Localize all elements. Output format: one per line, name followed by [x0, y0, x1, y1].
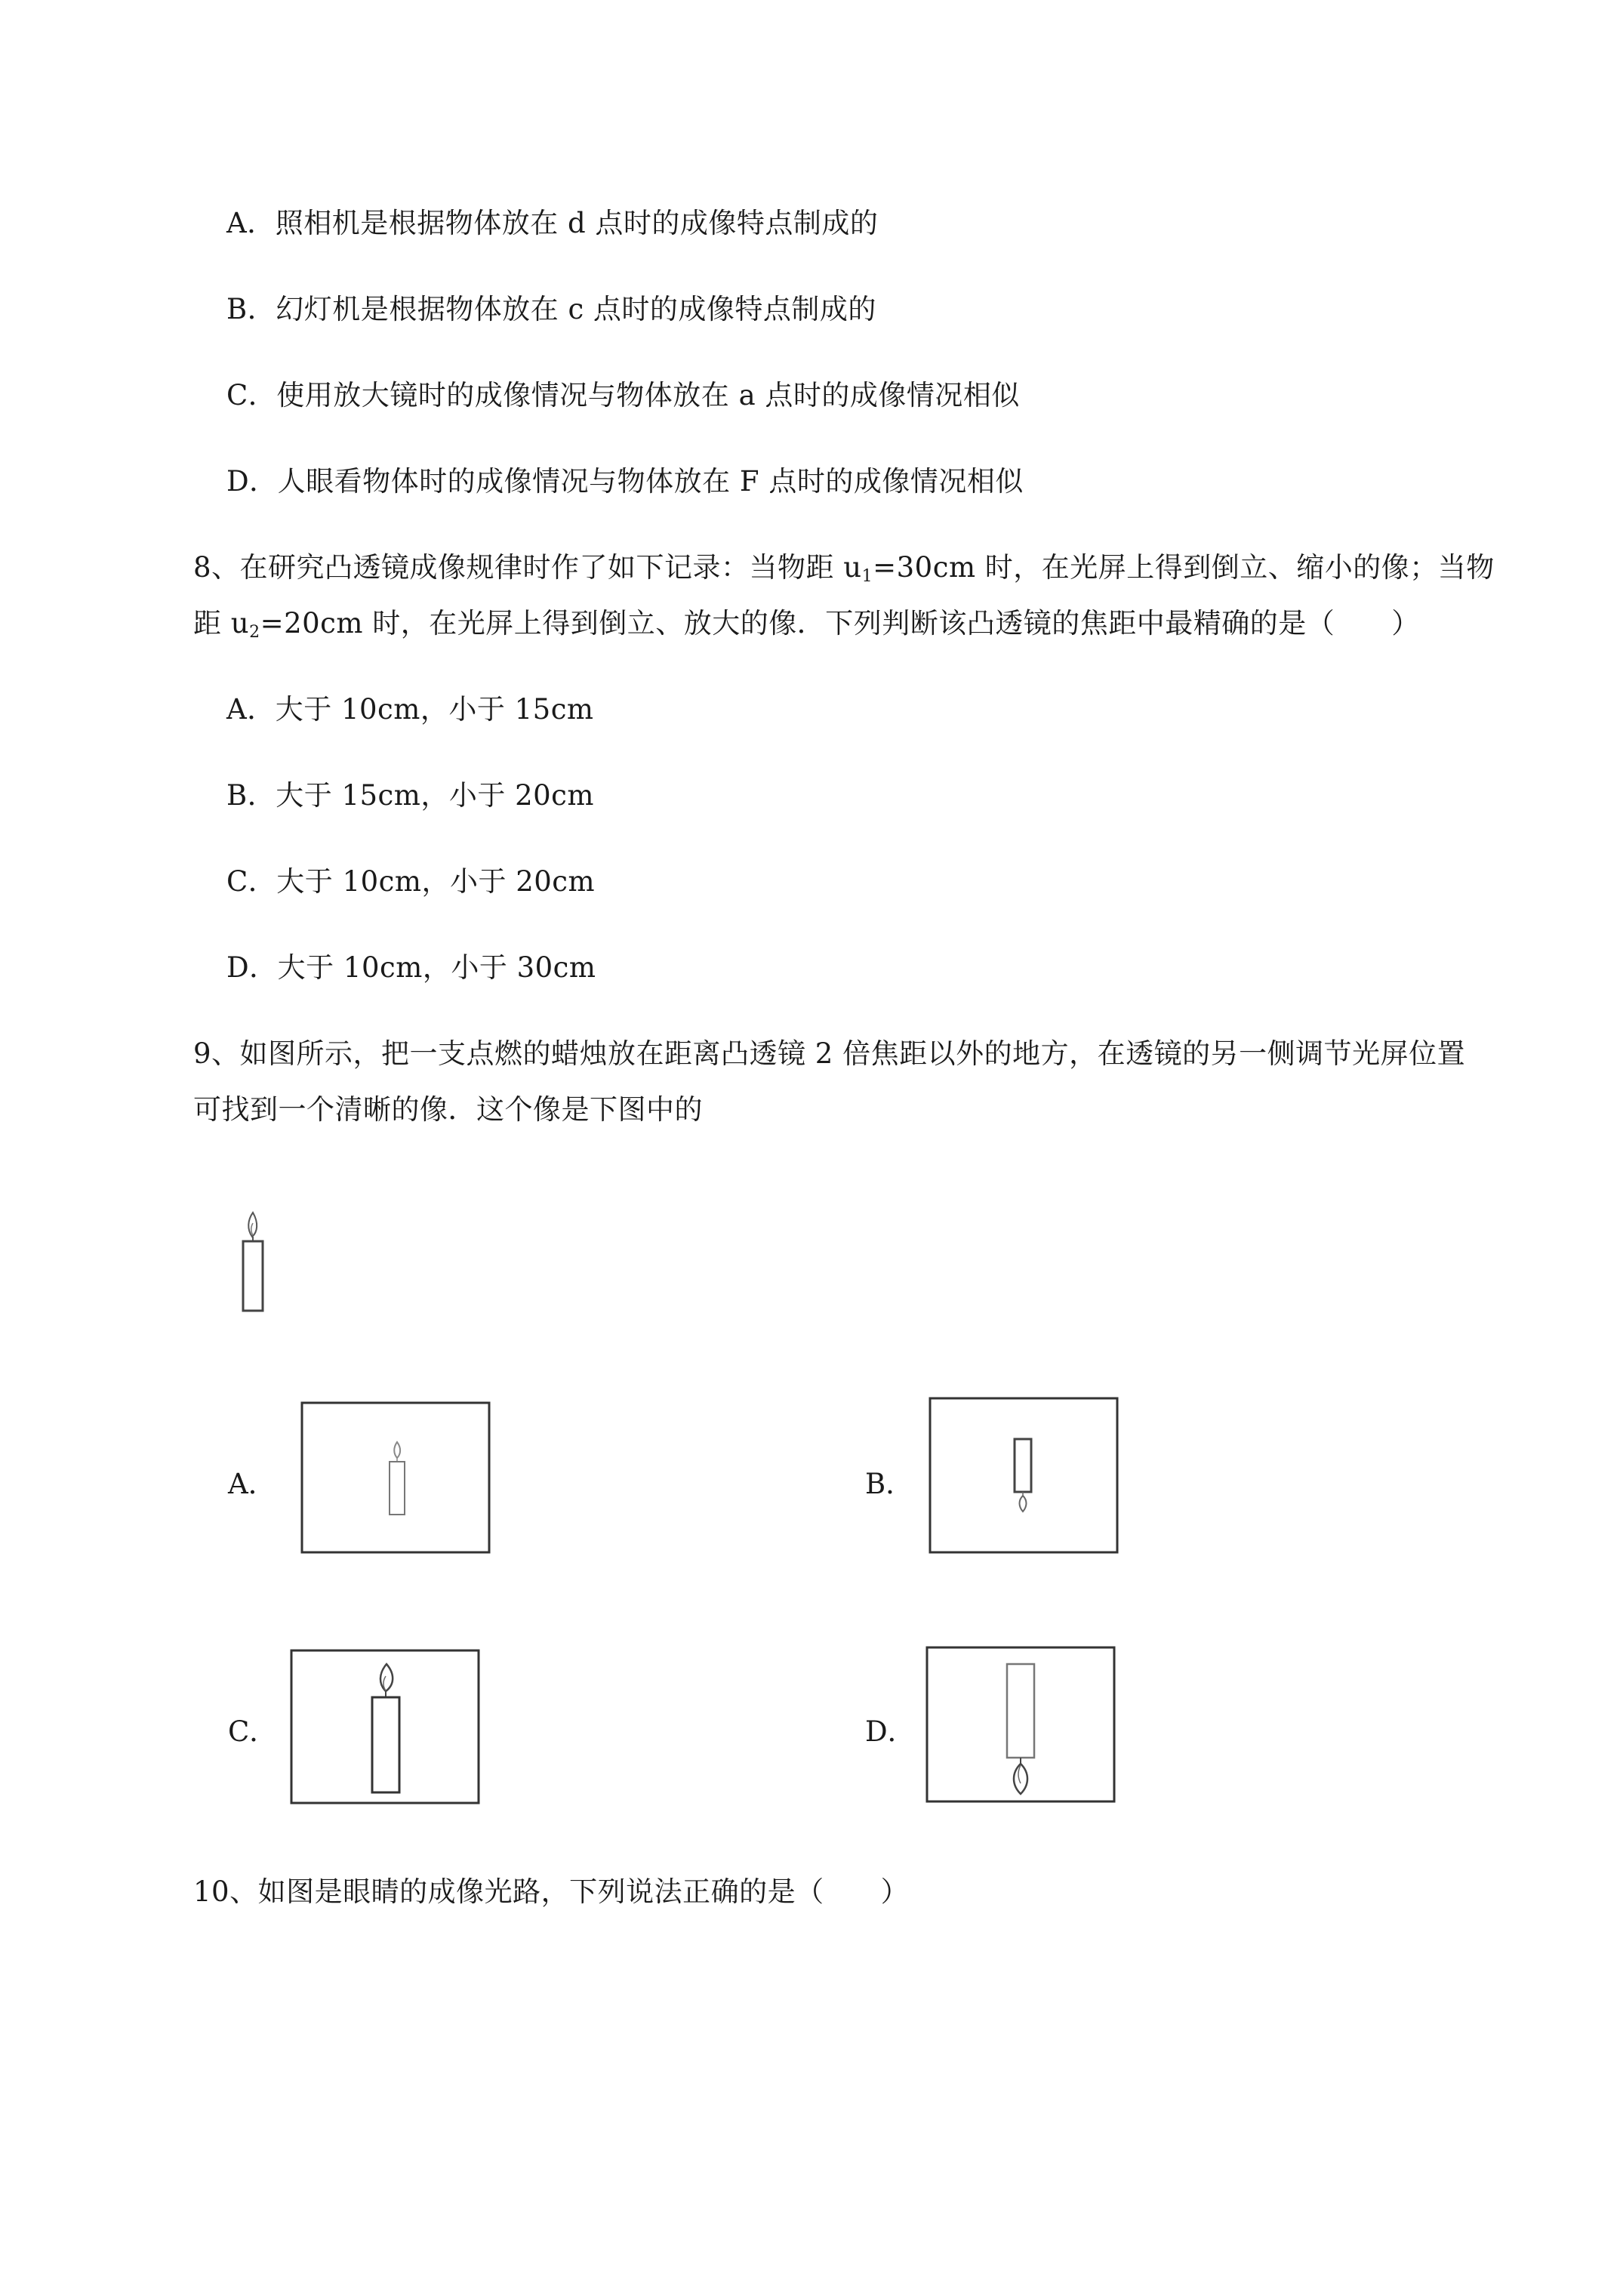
q10-stem-line1: 10、如图是眼睛的成像光路，下列说法正确的是（ ）	[193, 1875, 910, 1908]
q9-stem-line2: 可找到一个清晰的像．这个像是下图中的	[193, 1093, 703, 1126]
q9-stem-line1: 9、如图所示，把一支点燃的蜡烛放在距离凸透镜 2 倍焦距以外的地方，在透镜的另一侧调节光屏位置	[193, 1037, 1466, 1070]
q9-option-b-figure	[929, 1397, 1119, 1554]
q7-option-a: A．照相机是根据物体放在 d 点时的成像特点制成的	[226, 207, 879, 239]
q9-option-d-label: D．	[865, 1715, 916, 1748]
q8-option-d: D．大于 10cm，小于 30cm	[226, 951, 596, 984]
q8-option-a: A．大于 10cm，小于 15cm	[226, 693, 594, 726]
q8-stem-line2	[193, 607, 1420, 649]
q8-stem-text: =20cm 时，在光屏上得到倒立、放大的像．下列判断该凸透镜的焦距中最精确的是（ ）	[260, 607, 1420, 639]
subscript: 1	[861, 567, 873, 586]
q9-option-c-label: C．	[228, 1715, 278, 1748]
q8-stem-text: 距 u	[193, 607, 250, 639]
q7-option-d: D．人眼看物体时的成像情况与物体放在 F 点时的成像情况相似	[226, 465, 1024, 498]
original-candle-figure	[234, 1207, 272, 1314]
q9-option-b-label: B．	[865, 1468, 914, 1500]
candle-icon	[234, 1207, 272, 1314]
q8-option-c: C．大于 10cm，小于 20cm	[226, 865, 596, 898]
q8-stem-text: =30cm 时，在光屏上得到倒立、缩小的像；当物	[873, 551, 1495, 584]
screen-upright-small-candle-icon	[300, 1401, 491, 1554]
q9-option-a-label: A．	[228, 1468, 276, 1500]
screen-inverted-small-candle-icon	[929, 1397, 1119, 1554]
q8-option-b: B．大于 15cm，小于 20cm	[226, 779, 594, 812]
screen-inverted-large-candle-icon	[925, 1646, 1116, 1803]
q8-stem-text: 8、在研究凸透镜成像规律时作了如下记录：当物距 u	[193, 551, 862, 584]
q7-option-b: B．幻灯机是根据物体放在 c 点时的成像特点制成的	[226, 293, 876, 325]
q8-stem-line1	[193, 551, 1495, 593]
subscript: 2	[249, 623, 260, 642]
screen-upright-large-candle-icon	[290, 1649, 480, 1804]
q9-option-a-figure	[300, 1401, 491, 1554]
q9-option-d-figure	[925, 1646, 1116, 1803]
q7-option-c: C．使用放大镜时的成像情况与物体放在 a 点时的成像情况相似	[226, 379, 1020, 411]
q9-option-c-figure	[290, 1649, 480, 1804]
